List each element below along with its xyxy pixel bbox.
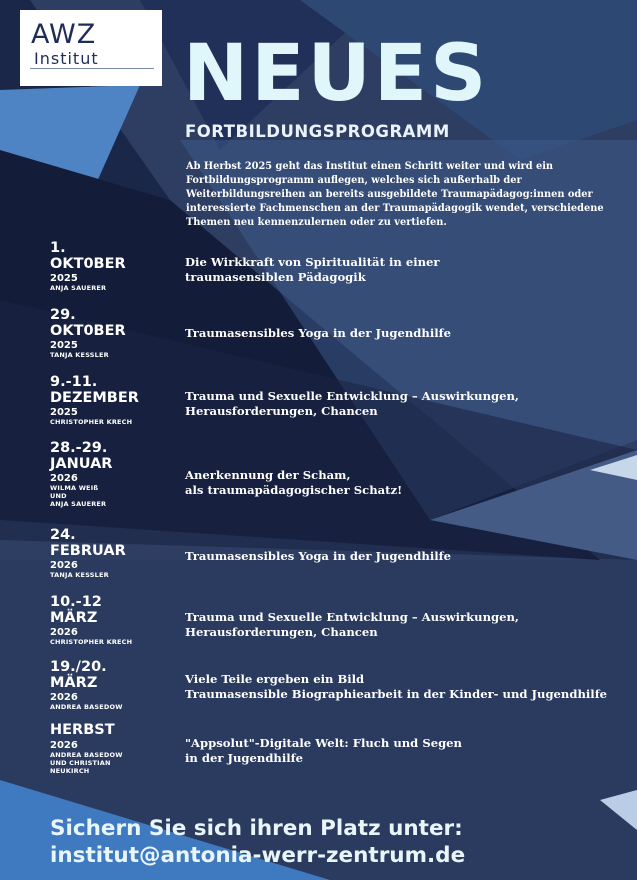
event-date: 19./20. MÄRZ (50, 659, 107, 691)
event-date: 1. OKT0BER (50, 240, 126, 272)
event-year: 2026 (50, 627, 78, 638)
event-date: 29. OKT0BER (50, 307, 126, 339)
event-date: HERBST (50, 722, 115, 738)
event-title: Viele Teile ergeben ein Bild Traumasensible Biographiearbeit in der Kinder- und Jugendhilfe (185, 672, 608, 701)
event-speaker: ANJA SAUERER (50, 284, 107, 292)
event-date: 10.-12 MÄRZ (50, 594, 102, 626)
event-title: "Appsolut"-Digitale Welt: Fluch und Segen in der Jugendhilfe (185, 736, 462, 765)
event-speaker: ANDREA BASEDOW UND CHRISTIAN NEUKIRCH (50, 751, 123, 775)
event-speaker: ANDREA BASEDOW (50, 703, 123, 711)
event-year: 2026 (50, 740, 78, 751)
logo-divider (30, 68, 154, 69)
event-date: 9.-11. DEZEMBER (50, 374, 139, 406)
event-speaker: CHRISTOPHER KRECH (50, 418, 133, 426)
event-title: Anerkennung der Scham, als traumapädagogischer Schatz! (185, 468, 403, 497)
event-title: Trauma und Sexuelle Entwicklung – Auswirkungen, Herausforderungen, Chancen (185, 610, 519, 639)
cta-text: Sichern Sie sich ihren Platz unter: (50, 816, 463, 841)
event-year: 2025 (50, 273, 78, 284)
event-speaker: WILMA WEIß UND ANJA SAUERER (50, 484, 107, 508)
event-title: Trauma und Sexuelle Entwicklung – Auswirkungen, Herausforderungen, Chancen (185, 389, 519, 418)
call-to-action (50, 815, 465, 869)
intro-text: Ab Herbst 2025 geht das Institut einen Schritt weiter und wird ein Fortbildungsprogramm auflegen, welches sich außerhalb der Weiterbildungsreihen an bereits ausgebildete Traumapädagog:innen oder interessierte Fachmenschen an der Traumapädagogik wendet, verschiedene Themen neu kennenzulernen oder zu vertiefen. (186, 161, 604, 228)
event-date: 24. FEBRUAR (50, 527, 126, 559)
event-year: 2026 (50, 473, 78, 484)
event-year: 2025 (50, 407, 78, 418)
event-speaker: TANJA KESSLER (50, 571, 109, 579)
awz-institut-logo (20, 10, 162, 86)
event-speaker: TANJA KESSLER (50, 351, 109, 359)
logo-text-awz: AWZ (31, 19, 97, 50)
page-title: NEUES (183, 29, 490, 119)
event-year: 2026 (50, 560, 78, 571)
event-speaker: CHRISTOPHER KRECH (50, 638, 133, 646)
event-title: Die Wirkkraft von Spiritualität in einer traumasensiblen Pädagogik (185, 255, 440, 284)
event-year: 2025 (50, 340, 78, 351)
event-year: 2026 (50, 692, 78, 703)
page-subtitle: FORTBILDUNGSPROGRAMM (185, 122, 450, 141)
event-title: Traumasensibles Yoga in der Jugendhilfe (185, 326, 452, 340)
event-date: 28.-29. JANUAR (50, 440, 113, 472)
event-title: Traumasensibles Yoga in der Jugendhilfe (185, 549, 452, 563)
cta-email-link[interactable]: institut@antonia-werr-zentrum.de (50, 843, 466, 868)
logo-text-institut: Institut (34, 49, 99, 68)
